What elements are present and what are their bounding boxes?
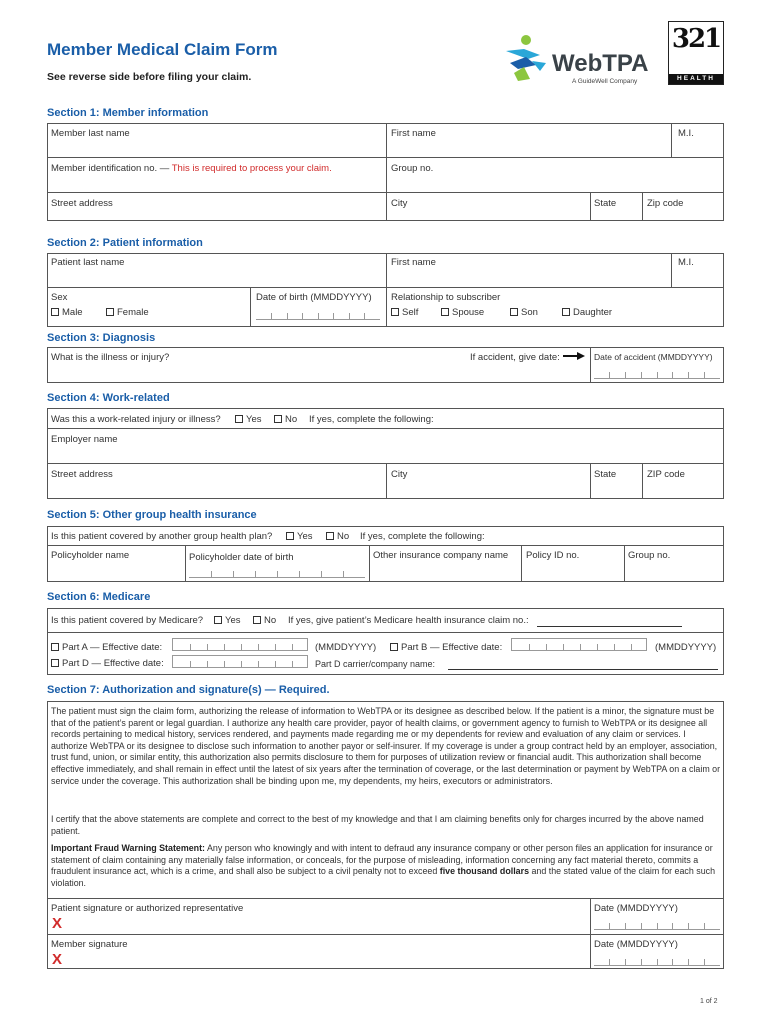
certification-paragraph: I certify that the above statements are complete and correct to the best of my knowledge and that I am claiming benefits only for charges incurred by the above named patient. bbox=[51, 814, 704, 836]
badge-health-label: HEALTH bbox=[669, 74, 723, 84]
checkbox-icon bbox=[235, 415, 243, 423]
arrow-right-icon bbox=[563, 351, 585, 361]
fraud-warning-label: Important Fraud Warning Statement: bbox=[51, 843, 205, 853]
relationship-daughter-checkbox[interactable] bbox=[562, 307, 612, 318]
accident-date-input[interactable] bbox=[594, 373, 720, 379]
female-label: Female bbox=[117, 307, 149, 318]
policyholder-dob-input[interactable] bbox=[189, 572, 365, 578]
sex-label: Sex bbox=[51, 292, 68, 303]
checkbox-icon bbox=[441, 308, 449, 316]
part-a-checkbox[interactable] bbox=[51, 642, 162, 653]
checkbox-icon bbox=[391, 308, 399, 316]
authorization-paragraph: The patient must sign the claim form, authorizing the release of information to WebTPA or its designee as described below. If the patient is a minor, the signature must be that of the patient’s parent or legal guardian. I authorize any health care provider, payor of health claims, or government agency to furnish to WebTPA or its designee all records pertaining to medical history, services rendered, and payments made regarding me or my dependents for review and evaluation of any claim or services. I authorize WebTPA or its designee to disclose such information to another payor or self-insurer. If my coverage is under a group contract held by an employer, association, trust fund, union, or similar entity, this authorization also permits disclosure to them for purposes of utilization review or financial audit. This authorization shall become effective immediately, and shall remain in effect until the latest of six years after the termination of coverage, or the last determination or payment by WebTPA on a claim or service under the coverage. This authorization shall be binding upon me, my dependents, my heirs, executors or administrators. bbox=[51, 706, 721, 786]
form-title: Member Medical Claim Form bbox=[47, 40, 278, 59]
checkbox-icon bbox=[326, 532, 334, 540]
fraud-warning-text: Any person who knowingly and with intent to defraud any insurance company or other person files an application for insurance or statement of claim containing any materially false information, or conceals, for the purpose of misleading, information concerning any fact material thereto, commits a fraudulent insurance act, which is a crime, and shall also be subject to a civil penalty not to exceed bbox=[51, 843, 713, 877]
male-label: Male bbox=[62, 307, 83, 318]
checkbox-icon bbox=[51, 308, 59, 316]
page-number: 1 of 2 bbox=[700, 998, 718, 1005]
medicare-no-checkbox[interactable] bbox=[253, 615, 276, 626]
patient-dob-label: Date of birth (MMDDYYYY) bbox=[256, 292, 372, 303]
part-b-checkbox[interactable] bbox=[390, 642, 502, 653]
checkbox-icon bbox=[562, 308, 570, 316]
patient-signature-label: Patient signature or authorized representative bbox=[51, 903, 244, 914]
no-label: No bbox=[337, 531, 350, 542]
member-zip-field[interactable]: Zip code bbox=[647, 198, 684, 209]
policyholder-dob-label: Policyholder date of birth bbox=[189, 552, 294, 563]
fraud-warning-end: and the stated value of the claim for each such violation. bbox=[51, 866, 716, 888]
member-sig-date-label: Date (MMDDYYYY) bbox=[594, 939, 678, 950]
health-badge-logo-icon bbox=[668, 21, 724, 85]
other-insurance-question: Is this patient covered by another group health plan? bbox=[51, 531, 273, 542]
work-related-if-yes: If yes, complete the following: bbox=[309, 414, 434, 425]
patient-signature-field[interactable]: X bbox=[52, 915, 63, 932]
member-sig-date-input[interactable] bbox=[594, 960, 720, 966]
member-mi-field[interactable]: M.I. bbox=[678, 128, 694, 139]
section-3-heading: Section 3: Diagnosis bbox=[47, 332, 156, 344]
section-4-heading: Section 4: Work-related bbox=[47, 392, 170, 404]
accident-prompt: If accident, give date: bbox=[470, 352, 560, 363]
checkbox-icon bbox=[390, 643, 398, 651]
other-insurance-if-yes: If yes, complete the following: bbox=[360, 531, 485, 542]
checkbox-icon bbox=[51, 643, 59, 651]
badge-number: 321 bbox=[671, 24, 721, 54]
policyholder-name-field[interactable]: Policyholder name bbox=[51, 550, 130, 561]
section-1-heading: Section 1: Member information bbox=[47, 107, 209, 119]
employer-state-field[interactable]: State bbox=[594, 469, 617, 480]
section-5-heading: Section 5: Other group health insurance bbox=[47, 509, 257, 521]
checkbox-icon bbox=[106, 308, 114, 316]
member-state-field[interactable]: State bbox=[594, 198, 617, 209]
part-d-date-input[interactable] bbox=[172, 655, 308, 668]
patient-first-name-field[interactable]: First name bbox=[391, 257, 436, 268]
employer-city-field[interactable]: City bbox=[391, 469, 408, 480]
son-label: Son bbox=[521, 307, 538, 318]
checkbox-icon bbox=[510, 308, 518, 316]
relationship-spouse-checkbox[interactable] bbox=[441, 307, 484, 318]
work-related-yes-checkbox[interactable] bbox=[235, 414, 262, 425]
work-related-question: Was this a work-related injury or illness? bbox=[51, 414, 221, 425]
other-group-no-field[interactable]: Group no. bbox=[628, 550, 671, 561]
patient-sig-date-input[interactable] bbox=[594, 924, 720, 930]
member-first-name-field[interactable]: First name bbox=[391, 128, 436, 139]
relationship-son-checkbox[interactable] bbox=[510, 307, 538, 318]
webtpa-logo-icon bbox=[500, 33, 552, 83]
patient-mi-field[interactable]: M.I. bbox=[678, 257, 694, 268]
part-a-label: Part A — Effective date: bbox=[62, 642, 163, 653]
spouse-label: Spouse bbox=[452, 307, 485, 318]
employer-name-field[interactable]: Employer name bbox=[51, 434, 118, 445]
member-last-name-field[interactable]: Member last name bbox=[51, 128, 130, 139]
accident-date-label: Date of accident (MMDDYYYY) bbox=[594, 352, 713, 362]
other-company-field[interactable]: Other insurance company name bbox=[373, 550, 509, 561]
employer-zip-field[interactable]: ZIP code bbox=[647, 469, 685, 480]
part-d-label: Part D — Effective date: bbox=[62, 658, 164, 669]
part-d-carrier-input[interactable] bbox=[448, 669, 718, 670]
no-label: No bbox=[285, 414, 298, 425]
other-insurance-no-checkbox[interactable] bbox=[326, 531, 349, 542]
form-subtitle: See reverse side before filing your claim. bbox=[47, 71, 252, 83]
medicare-question: Is this patient covered by Medicare? bbox=[51, 615, 204, 626]
member-id-label: Member identification no. — bbox=[51, 163, 170, 174]
member-signature-field[interactable]: X bbox=[52, 951, 63, 968]
section-2-heading: Section 2: Patient information bbox=[47, 237, 203, 249]
member-id-field[interactable] bbox=[51, 163, 332, 174]
self-label: Self bbox=[402, 307, 419, 318]
fraud-warning-amount: five thousand dollars bbox=[439, 866, 530, 877]
part-a-format: (MMDDYYYY) bbox=[315, 642, 377, 653]
member-id-required-note: This is required to process your claim. bbox=[171, 163, 332, 174]
member-group-no-field[interactable]: Group no. bbox=[391, 163, 434, 174]
policy-id-field[interactable]: Policy ID no. bbox=[526, 550, 580, 561]
sex-female-checkbox[interactable] bbox=[106, 307, 149, 318]
part-b-format: (MMDDYYYY) bbox=[655, 642, 717, 653]
checkbox-icon bbox=[274, 415, 282, 423]
medicare-claim-label: If yes, give patient’s Medicare health insurance claim no.: bbox=[288, 615, 529, 626]
yes-label: Yes bbox=[225, 615, 241, 626]
checkbox-icon bbox=[51, 659, 59, 667]
part-b-date-input[interactable] bbox=[511, 638, 647, 651]
part-b-label: Part B — Effective date: bbox=[401, 642, 503, 653]
employer-street-field[interactable]: Street address bbox=[51, 469, 113, 480]
daughter-label: Daughter bbox=[573, 307, 613, 318]
relationship-label: Relationship to subscriber bbox=[391, 292, 501, 303]
other-insurance-yes-checkbox[interactable] bbox=[286, 531, 313, 542]
logo-tagline: A GuideWell Company bbox=[572, 78, 638, 85]
member-signature-label: Member signature bbox=[51, 939, 128, 950]
fraud-warning-paragraph bbox=[51, 843, 723, 889]
section-6-heading: Section 6: Medicare bbox=[47, 591, 151, 603]
member-city-field[interactable]: City bbox=[391, 198, 408, 209]
part-d-carrier-label: Part D carrier/company name: bbox=[315, 659, 436, 669]
checkbox-icon bbox=[214, 616, 222, 624]
yes-label: Yes bbox=[246, 414, 262, 425]
illness-field[interactable]: What is the illness or injury? bbox=[51, 352, 170, 363]
section-7-heading: Section 7: Authorization and signature(s) — Required. bbox=[47, 684, 330, 696]
patient-last-name-field[interactable]: Patient last name bbox=[51, 257, 125, 268]
work-related-no-checkbox[interactable] bbox=[274, 414, 297, 425]
checkbox-icon bbox=[286, 532, 294, 540]
no-label: No bbox=[264, 615, 277, 626]
sex-male-checkbox[interactable] bbox=[51, 307, 83, 318]
part-a-date-input[interactable] bbox=[172, 638, 308, 651]
relationship-self-checkbox[interactable] bbox=[391, 307, 418, 318]
medicare-yes-checkbox[interactable] bbox=[214, 615, 241, 626]
part-d-checkbox[interactable] bbox=[51, 658, 164, 669]
checkbox-icon bbox=[253, 616, 261, 624]
yes-label: Yes bbox=[297, 531, 313, 542]
medicare-claim-no-input[interactable] bbox=[537, 626, 682, 627]
patient-sig-date-label: Date (MMDDYYYY) bbox=[594, 903, 678, 914]
member-street-field[interactable]: Street address bbox=[51, 198, 113, 209]
patient-dob-input[interactable] bbox=[256, 314, 380, 320]
logo-wordmark: WebTPA bbox=[552, 50, 649, 77]
